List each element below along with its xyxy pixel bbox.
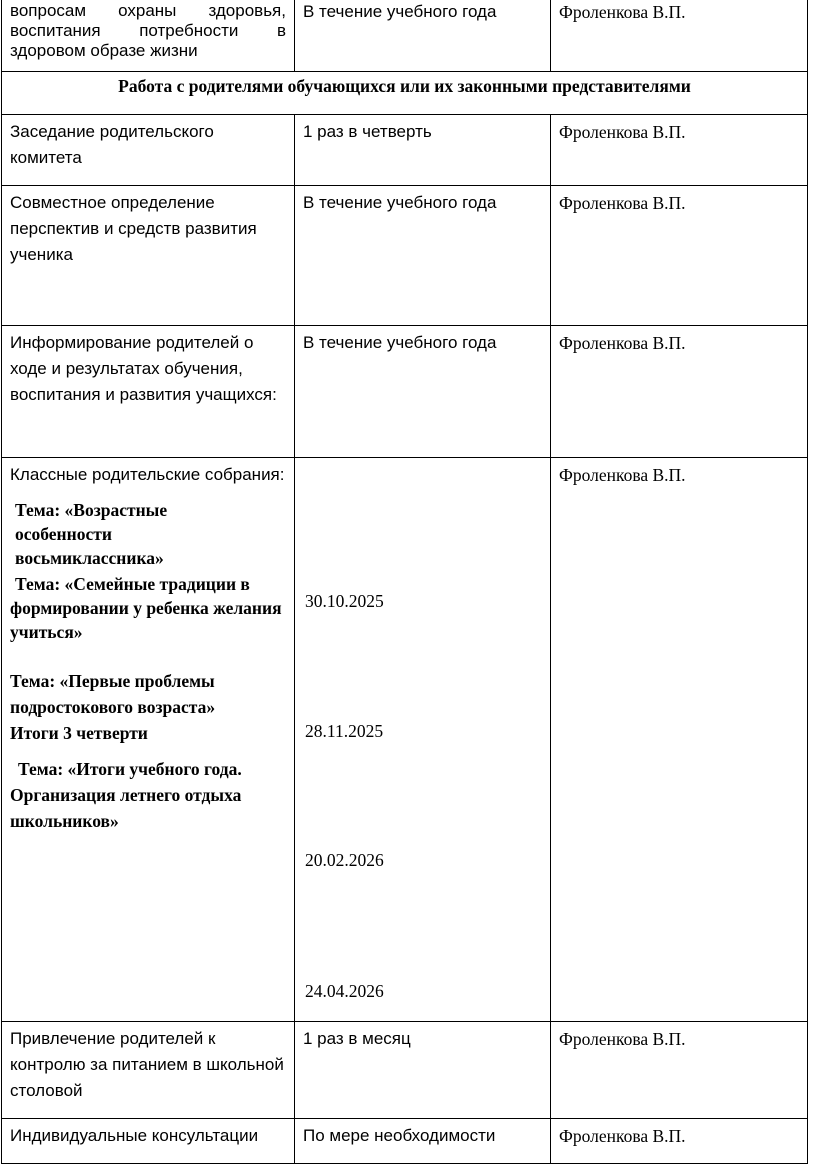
responsible-cell (551, 115, 808, 186)
period-text: В течение учебного года (303, 2, 497, 21)
activity-text: Информирование родителей о ходе и результатах обучения, воспитания и развития учащихся: (10, 333, 277, 404)
section-cell (2, 72, 808, 115)
activity-text: Совместное определение перспектив и средств развития ученика (10, 193, 257, 264)
table-row (2, 326, 808, 458)
period-text: По мере необходимости (303, 1126, 496, 1145)
responsible-cell (551, 458, 808, 1022)
responsible-cell (551, 1022, 808, 1119)
responsible-text: Фроленкова В.П. (559, 2, 686, 22)
meeting-date: 30.10.2025 (305, 591, 384, 611)
table-row (2, 115, 808, 186)
period-cell (295, 1022, 551, 1119)
responsible-text: Фроленкова В.П. (559, 1126, 686, 1146)
activity-text: Классные родительские собрания: (10, 465, 285, 484)
meeting-date: 28.11.2025 (305, 721, 384, 741)
period-text: В течение учебного года (303, 193, 497, 212)
activity-text: вопросам охраны здоровья, воспитания потребности в здоровом образе жизни (10, 1, 286, 60)
section-title: Работа с родителями обучающихся или их законными представителями (118, 76, 691, 96)
responsible-cell (551, 1119, 808, 1164)
meeting-theme: Тема: «Семейные традиции в формировании у ребенка желания учиться» (10, 574, 282, 642)
period-cell (295, 1119, 551, 1164)
activity-text: Привлечение родителей к контролю за питанием в школьной столовой (10, 1029, 284, 1100)
table-row (2, 1119, 808, 1164)
meeting-date: 24.04.2026 (305, 981, 384, 1001)
table-row (2, 458, 808, 1022)
activity-cell (2, 1022, 295, 1119)
responsible-text: Фроленкова В.П. (559, 1029, 686, 1049)
responsible-text: Фроленкова В.П. (559, 122, 686, 142)
period-cell (295, 326, 551, 458)
section-row (2, 72, 808, 115)
meeting-dates (295, 458, 550, 1018)
period-text: 1 раз в четверть (303, 122, 432, 141)
activity-cell (2, 115, 295, 186)
meeting-themes (2, 488, 294, 1008)
responsible-cell (551, 0, 808, 72)
responsible-text: Фроленкова В.П. (559, 333, 686, 353)
activity-cell (2, 0, 295, 72)
period-cell (295, 0, 551, 72)
meeting-date: 20.02.2026 (305, 850, 384, 870)
responsible-text: Фроленкова В.П. (559, 193, 686, 213)
plan-table (1, 0, 808, 1164)
table-row (2, 0, 808, 72)
period-text: 1 раз в месяц (303, 1029, 411, 1048)
table-row (2, 1022, 808, 1119)
period-cell (295, 186, 551, 326)
table-row (2, 186, 808, 326)
responsible-text: Фроленкова В.П. (559, 465, 686, 485)
activity-cell (2, 186, 295, 326)
meeting-theme: Тема: «Первые проблемы подростокового возраста» Итоги 3 четверти (10, 671, 216, 743)
activity-cell (2, 326, 295, 458)
meeting-theme: Тема: «Итоги учебного года. Организация летнего отдыха школьников» (10, 759, 242, 831)
period-cell (295, 115, 551, 186)
responsible-cell (551, 186, 808, 326)
activity-text: Индивидуальные консультации (10, 1126, 259, 1145)
activity-cell (2, 1119, 295, 1164)
activity-text: Заседание родительского комитета (10, 122, 214, 167)
responsible-cell (551, 326, 808, 458)
meeting-theme: Тема: «Возрастные особенности восьмиклассника» (15, 500, 168, 568)
activity-cell (2, 458, 295, 1022)
period-text: В течение учебного года (303, 333, 497, 352)
dates-cell (295, 458, 551, 1022)
